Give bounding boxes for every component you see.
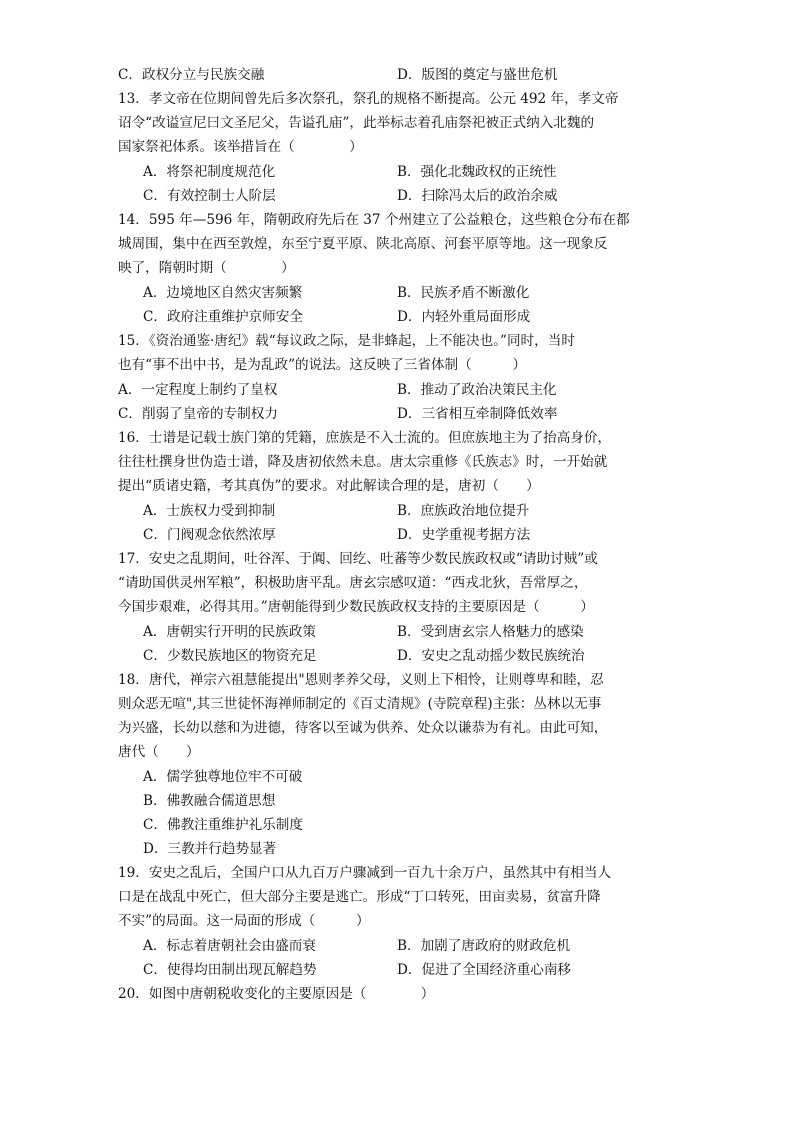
q17-stem-line: 17．安史之乱期间，吐谷浑、于阗、回纥、吐蕃等少数民族政权或“请助讨贼”或 [118,551,598,567]
q17-option-d: D．安史之乱动摇少数民族统治 [397,648,585,664]
q18-stem-line: 为兴盛，长幼以慈和为进德，待客以至诚为供养、处众以谦恭为有礼。由此可知， [118,720,608,736]
q18-option-a: A．儒学独尊地位牢不可破 [143,769,303,785]
q12-option-d: D．版图的奠定与盛世危机 [397,67,558,83]
q15-option-d: D．三省相互牵制降低效率 [397,406,558,422]
q14-stem-line: 14．595 年—596 年，隋朝政府先后在 37 个州建立了公益粮仓，这些粮仓分布在都 [118,212,630,228]
q19-option-c: C．使得均田制出现瓦解趋势 [143,962,317,978]
q19-stem-line: 19．安史之乱后，全国户口从九百万户骤减到一百九十余万户，虽然其中有相当人 [118,865,612,881]
q13-option-d: D．扫除冯太后的政治余威 [397,188,558,204]
q14-option-a: A．边境地区自然灾害频繁 [143,285,303,301]
q16-option-d: D．史学重视考据方法 [397,527,531,543]
q17-option-c: C．少数民族地区的物资充足 [143,648,317,664]
q14-option-b: B．民族矛盾不断激化 [397,285,530,301]
q17-stem-line: “请助国供灵州军粮”，积极助唐平乱。唐玄宗感叹道：“西戎北狄，吾常厚之， [118,575,588,591]
q13-option-a: A．将祭祀制度规范化 [143,164,276,180]
q18-option-b: B．佛教融合儒道思想 [143,793,276,809]
q15-option-c: C．削弱了皇帝的专制权力 [118,406,278,422]
q19-stem-line: 不实”的局面。这一局面的形成（ ） [118,913,370,929]
q19-option-d: D．促进了全国经济重心南移 [397,962,572,978]
q18-stem-line: 18．唐代，禅宗六祖慧能提出"恩则孝养父母，义则上下相怜，让则尊卑和睦，忍 [118,672,604,688]
q13-stem-line: 诏令“改谥宣尼曰文圣尼父，告谥孔庙”，此举标志着孔庙祭祀被正式纳入北魏的 [118,115,595,131]
q20-stem-line: 20．如图中唐朝税收变化的主要原因是（ ） [118,986,435,1002]
q15-stem-line: 15．《资治通鉴·唐纪》载“每议政之际，是非蜂起，上不能决也。”同时，当时 [118,333,575,349]
q16-stem-line: 往往杜撰身世伪造士谱，降及唐初依然未息。唐太宗重修《氏族志》时，一开始就 [118,454,608,470]
q17-stem-line: 今国步艰难，必得其用。”唐朝能得到少数民族政权支持的主要原因是（ ） [118,599,594,615]
q16-stem-line: 16．士谱是记载士族门第的凭籍，庶族是不入士流的。但庶族地主为了抬高身价， [118,430,612,446]
q15-stem-line: 也有“事不出中书，是为乱政”的说法。这反映了三省体制（ ） [118,357,527,373]
q17-option-b: B．受到唐玄宗人格魅力的感染 [397,624,584,640]
q19-option-b: B．加剧了唐政府的财政危机 [397,938,571,954]
q18-option-d: D．三教并行趋势显著 [143,841,277,857]
q15-option-b: B．推动了政治决策民主化 [397,382,557,398]
q16-option-b: B．庶族政治地位提升 [397,503,530,519]
q16-option-a: A．士族权力受到抑制 [143,503,276,519]
q12-option-c: C．政权分立与民族交融 [118,67,265,83]
q15-option-a: A．一定程度上制约了皇权 [118,382,278,398]
q14-stem-line: 映了，隋朝时期（ ） [118,260,295,276]
q16-stem-line: 提出“质诸史籍，考其真伪”的要求。对此解读合理的是，唐初（ ） [118,478,540,494]
q16-option-c: C．门阀观念依然浓厚 [143,527,276,543]
q13-option-b: B．强化北魏政权的正统性 [397,164,557,180]
q19-option-a: A．标志着唐朝社会由盛而衰 [143,938,316,954]
q17-option-a: A．唐朝实行开明的民族政策 [143,624,316,640]
q14-stem-line: 城周围，集中在西至敦煌，东至宁夏平原、陕北高原、河套平原等地。这一现象反 [118,236,608,252]
q13-stem-line: 国家祭祀体系。该举措旨在（ ） [118,139,363,155]
q13-stem-line: 13．孝文帝在位期间曾先后多次祭孔，祭孔的规格不断提高。公元 492 年，孝文帝 [118,91,619,107]
q13-option-c: C．有效控制士人阶层 [143,188,276,204]
q18-stem-line: 则众恶无喧",其三世徒怀海禅师制定的《百丈清规》(寺院章程)主张：丛林以无事 [118,696,602,712]
q18-option-c: C．佛教注重维护礼乐制度 [143,817,303,833]
q18-stem-line: 唐代（ ） [118,744,200,760]
q14-option-d: D．内轻外重局面形成 [397,309,531,325]
q19-stem-line: 口是在战乱中死亡，但大部分主要是逃亡。形成“丁口转死，田亩卖易，贫富升降 [118,889,601,905]
q14-option-c: C．政府注重维护京师安全 [143,309,303,325]
